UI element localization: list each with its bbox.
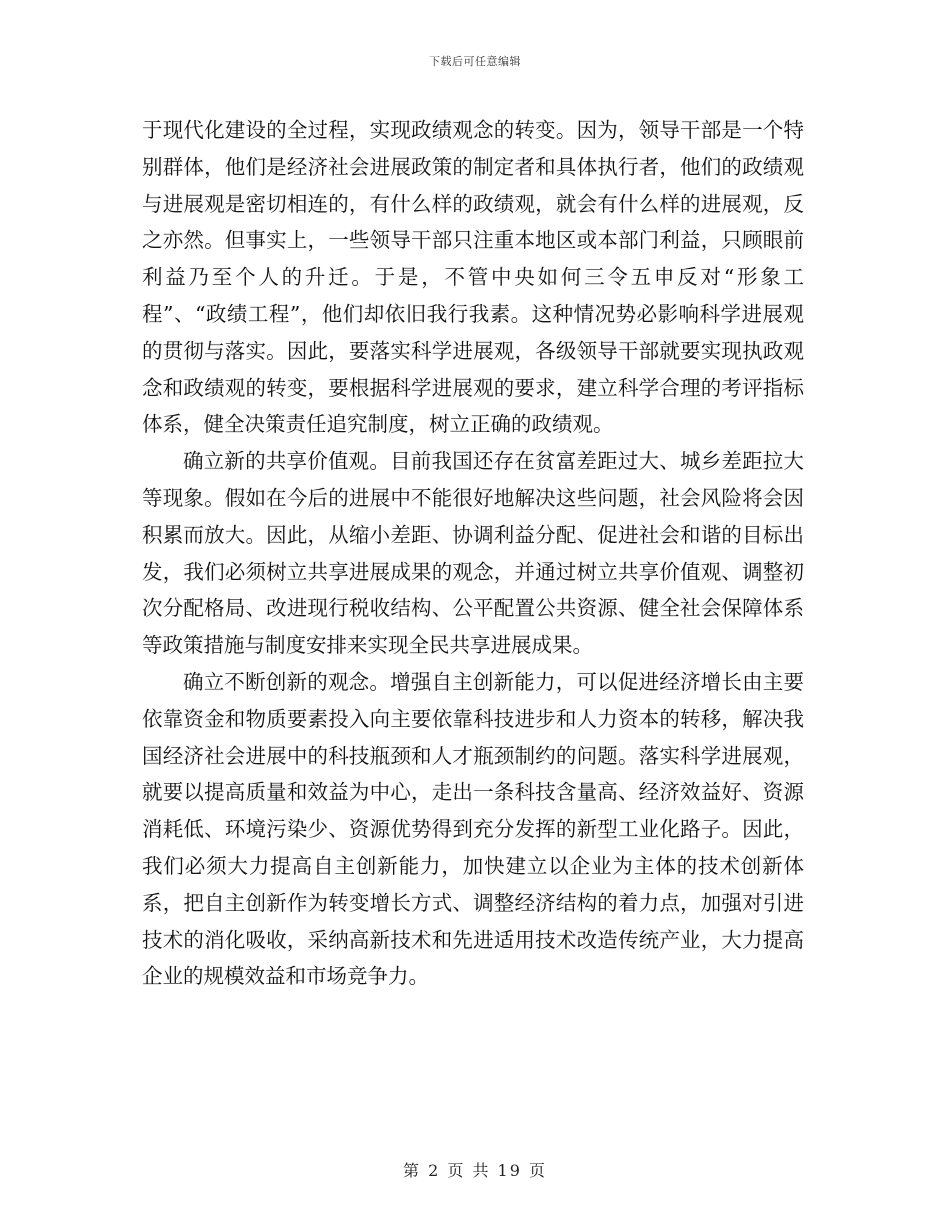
page-header: 下载后可任意编辑 <box>429 55 521 68</box>
paragraph-3: 确立不断创新的观念。增强自主创新能力，可以促进经济增长由主要依靠资金和物质要素投入向主要依靠科技进步和人力资本的转移，解决我国经济社会进展中的科技瓶颈和人才瓶颈制约的问题。落实科学进展观，就要以提高质量和效益为中心，走出一条科技含量高、经济效益好、资源消耗低、环境污染少、资源优势得到充分发挥的新型工业化路子。因此，我们必须大力提高自主创新能力，加快建立以企业为主体的技术创新体系，把自主创新作为转变增长方式、调整经济结构的着力点，加强对引进技术的消化吸收，采纳高新技术和先进适用技术改造传统产业，大力提高企业的规模效益和市场竞争力。 <box>142 669 804 989</box>
page-footer: 第 2 页 共 19 页 <box>403 1161 547 1180</box>
document-body <box>142 112 804 995</box>
paragraph-1: 于现代化建设的全过程，实现政绩观念的转变。因为，领导干部是一个特别群体，他们是经济社会进展政策的制定者和具体执行者，他们的政绩观与进展观是密切相连的，有什么样的政绩观，就会有什么样的进展观，反之亦然。但事实上，一些领导干部只注重本地区或本部门利益，只顾眼前利益乃至个人的升迁。于是，不管中央如何三令五申反对“形象工程”、“政绩工程”，他们却依旧我行我素。这种情况势必影响科学进展观的贯彻与落实。因此，要落实科学进展观，各级领导干部就要实现执政观念和政绩观的转变，要根据科学进展观的要求，建立科学合理的考评指标体系，健全决策责任追究制度，树立正确的政绩观。 <box>142 118 804 437</box>
paragraph-2: 确立新的共享价值观。目前我国还存在贫富差距过大、城乡差距拉大等现象。假如在今后的进展中不能很好地解决这些问题，社会风险将会因积累而放大。因此，从缩小差距、协调利益分配、促进社会和谐的目标出发，我们必须树立共享进展成果的观念，并通过树立共享价值观、调整初次分配格局、改进现行税收结构、公平配置公共资源、健全社会保障体系等政策措施与制度安排来实现全民共享进展成果。 <box>142 449 804 658</box>
